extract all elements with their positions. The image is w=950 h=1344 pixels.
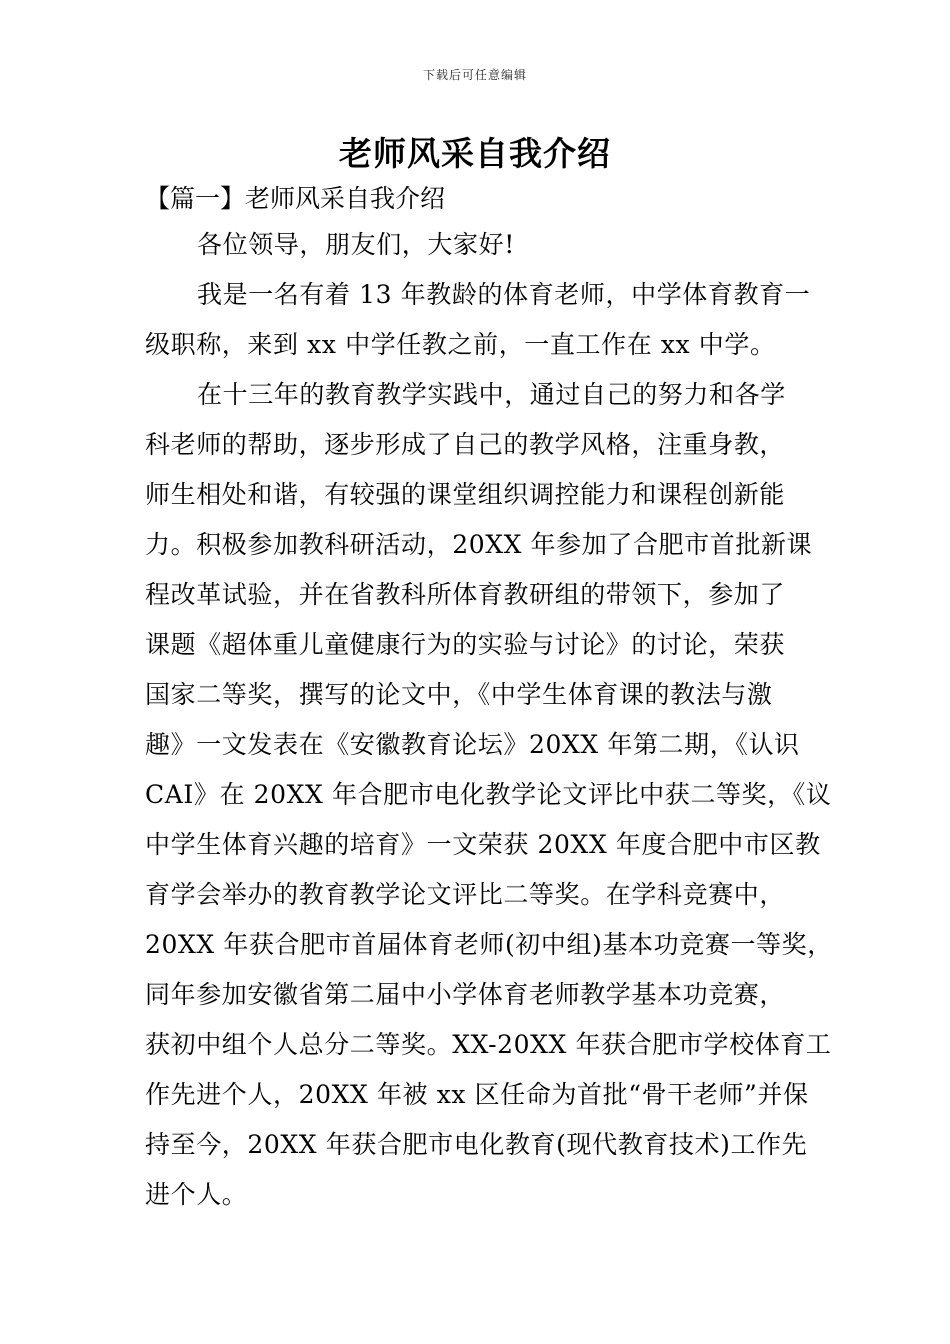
paragraph-greeting — [145, 220, 825, 270]
paragraph-line: 育学会举办的教育教学论文评比二等奖。在学科竞赛中， — [145, 880, 786, 909]
paragraph-line: 中学生体育兴趣的培育》一文荣获 20XX 年度合肥中市区教 — [145, 830, 821, 859]
paragraph-line: 同年参加安徽省第二届中小学体育老师教学基本功竞赛， — [145, 980, 786, 1009]
document-body — [145, 220, 833, 1220]
paragraph-line: 作先进个人，20XX 年被 xx 区任命为首批“骨干老师”并保 — [145, 1080, 809, 1109]
document-title: 老师风采自我介绍 — [339, 134, 611, 173]
paragraph-line: 进个人。 — [145, 1180, 248, 1209]
paragraph-line: 20XX 年获合肥市首届体育老师(初中组)基本功竞赛一等奖， — [145, 930, 833, 959]
paragraph-line: CAI》在 20XX 年合肥市电化教学论文评比中获二等奖，《议 — [145, 780, 832, 809]
section-heading: 【篇一】老师风采自我介绍 — [145, 184, 446, 213]
paragraph-line: 趣》一文发表在《安徽教育论坛》20XX 年第二期，《认识 — [145, 730, 800, 759]
paragraph-line: 国家二等奖，撰写的论文中，《中学生体育课的教法与激 — [145, 680, 773, 709]
paragraph-line: 科老师的帮助，逐步形成了自己的教学风格，注重身教， — [145, 430, 786, 459]
paragraph-line: 课题《超体重儿童健康行为的实验与讨论》的讨论，荣获 — [145, 630, 786, 659]
paragraph-line: 师生相处和谐，有较强的课堂组织调控能力和课程创新能 — [145, 480, 786, 509]
header-note: 下载后可任意编辑 — [422, 68, 527, 82]
paragraph-line: 力。积极参加教科研活动，20XX 年参加了合肥市首批新课 — [145, 530, 813, 559]
paragraph-intro — [145, 270, 825, 370]
paragraph-line: 我是一名有着 13 年教龄的体育老师，中学体育教育一 — [197, 280, 811, 309]
paragraph-line: 持至今，20XX 年获合肥市电化教育(现代教育技术)工作先 — [145, 1130, 808, 1159]
paragraph-line: 程改革试验，并在省教科所体育教研组的带领下，参加了 — [145, 580, 786, 609]
paragraph-line: 在十三年的教育教学实践中，通过自己的努力和各学 — [197, 380, 786, 409]
paragraph-line: 级职称，来到 xx 中学任教之前，一直工作在 xx 中学。 — [145, 330, 776, 359]
paragraph-experience — [145, 370, 833, 1220]
paragraph-line: 各位领导，朋友们，大家好! — [197, 230, 515, 259]
paragraph-line: 获初中组个人总分二等奖。XX-20XX 年获合肥市学校体育工 — [145, 1030, 832, 1059]
